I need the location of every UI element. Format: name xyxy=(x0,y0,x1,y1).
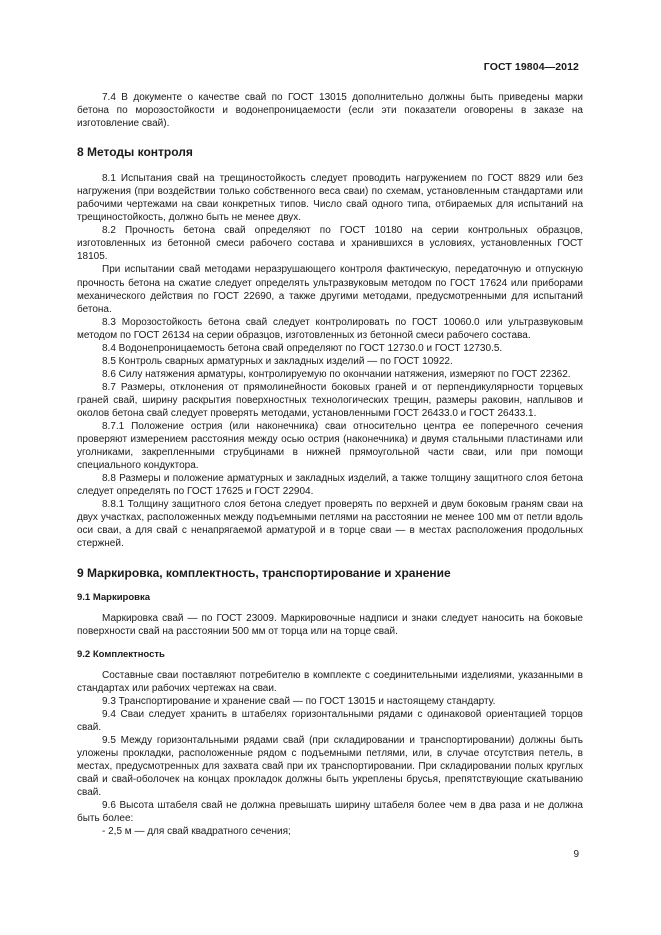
subsection-9-1-title: 9.1 Маркировка xyxy=(77,591,151,603)
paragraph-8-2-ndt: При испытании свай методами неразрушающего контроля фактическую, передаточную и отпускную прочность бетона на сжатие следует определять ультразвуковым методом по ГОСТ 17624 или приборами механического действия по ГОСТ 22690, а также другими методами, предусмотренными для испытаний бетона. xyxy=(77,264,583,315)
document-header: ГОСТ 19804—2012 xyxy=(483,61,579,73)
section-9-title: 9 Маркировка, комплектность, транспортирование и хранение xyxy=(77,565,451,580)
paragraph-8-6: 8.6 Силу натяжения арматуры, контролируемую по окончании натяжения, измеряют по ГОСТ 22362. xyxy=(102,368,571,380)
page-number: 9 xyxy=(573,849,579,860)
paragraph-8-8: 8.8 Размеры и положение арматурных и закладных изделий, а также толщину защитного слоя бетона следует определять по ГОСТ 17625 и ГОСТ 22904. xyxy=(77,473,583,498)
paragraph-9-6: 9.6 Высота штабеля свай не должна превышать ширину штабеля более чем в два раза и не должна быть более: xyxy=(77,800,583,825)
paragraph-8-7-1: 8.7.1 Положение острия (или наконечника) сваи относительно центра ее поперечного сечения проверяют измерением расстояния между осью острия (наконечника) и двумя стальными пластинами или уголниками, закрепленными струбцинами в нижней прямоугольной части сваи, или при помощи специального кондуктора. xyxy=(77,421,583,472)
list-item-square-section: - 2,5 м — для свай квадратного сечения; xyxy=(102,826,291,838)
paragraph-9-2: Составные сваи поставляют потребителю в комплекте с соединительными изделиями, указанными в стандартах или рабочих чертежах на сваи. xyxy=(77,669,583,694)
subsection-9-2-title: 9.2 Комплектность xyxy=(77,648,165,660)
paragraph-9-1: Маркировка свай — по ГОСТ 23009. Маркировочные надписи и знаки следует наносить на боковые поверхности свай на расстоянии 500 мм от торца или на торце свай. xyxy=(77,612,583,637)
paragraph-9-4: 9.4 Сваи следует хранить в штабелях горизонтальными рядами с одинаковой ориентацией торцов свай. xyxy=(77,708,583,733)
document-body xyxy=(77,91,583,838)
section-8-title: 8 Методы контроля xyxy=(77,145,193,160)
paragraph-8-2: 8.2 Прочность бетона свай определяют по ГОСТ 10180 на серии контрольных образцов, изготовленных из бетонной смеси рабочего состава и хранившихся в условиях, установленных ГОСТ 18105. xyxy=(77,225,583,263)
paragraph-7-4: 7.4 В документе о качестве свай по ГОСТ 13015 дополнительно должны быть приведены марки бетона по морозостойкости и водонепроницаемости (если эти показатели оговорены в заказе на изготовление свай). xyxy=(77,92,583,130)
paragraph-9-3: 9.3 Транспортирование и хранение свай — по ГОСТ 13015 и настоящему стандарту. xyxy=(102,695,496,707)
paragraph-9-5: 9.5 Между горизонтальными рядами свай (при складировании и транспортировании) должны быть уложены прокладки, расположенные рядом с подъемными петлями, или, в случае отсутствия петель, в местах, предусмотренных для захвата свай при их транспортировании. При складировании полых круглых свай и свай-оболочек на концах прокладок должны быть укреплены брусья, препятствующие скатыванию свай. xyxy=(77,734,583,799)
paragraph-8-5: 8.5 Контроль сварных арматурных и закладных изделий — по ГОСТ 10922. xyxy=(102,355,453,367)
paragraph-8-3: 8.3 Морозостойкость бетона свай следует контролировать по ГОСТ 10060.0 или ультразвуковым методом по ГОСТ 26134 на серии образцов, изготовленных из бетонной смеси рабочего состава. xyxy=(77,316,583,341)
paragraph-8-4: 8.4 Водонепроницаемость бетона свай определяют по ГОСТ 12730.0 и ГОСТ 12730.5. xyxy=(102,342,503,354)
paragraph-8-8-1: 8.8.1 Толщину защитного слоя бетона следует проверять по верхней и двум боковым граням сваи на двух участках, расположенных между подъемными петлями на расстоянии не менее 100 мм от петли вдоль оси сваи, а для свай с ненапрягаемой арматурой и в торце сваи — в местах расположения продольных стержней. xyxy=(77,499,583,550)
paragraph-8-1: 8.1 Испытания свай на трещиностойкость следует проводить нагружением по ГОСТ 8829 или без нагружения (при воздействии только собственного веса сваи) по схемам, установленным стандартами или рабочими чертежами на сваи конкретных типов. Число свай одного типа, отбираемых для испытаний на трещиностойкость, должно быть не менее двух. xyxy=(77,173,583,224)
paragraph-8-7: 8.7 Размеры, отклонения от прямолинейности боковых граней и от перпендикулярности торцевых граней свай, ширину раскрытия поверхностных технологических трещин, размеры раковин, наплывов и околов бетона свай следует проверять методами, установленными ГОСТ 26433.0 и ГОСТ 26433.1. xyxy=(77,381,583,419)
